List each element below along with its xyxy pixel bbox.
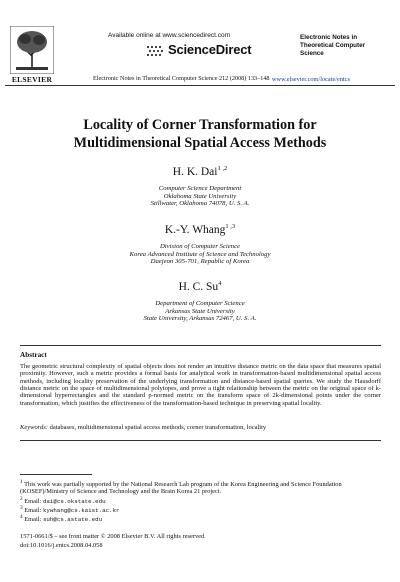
keywords-line <box>20 424 381 431</box>
email-link[interactable]: suh@cs.astate.edu <box>42 516 103 524</box>
author-1-name: H. K. Dai <box>172 165 218 178</box>
affil-line: Korea Advanced Institute of Science and Technology <box>129 250 271 258</box>
footnote-rule <box>20 474 92 475</box>
publisher-name: ELSEVIER <box>11 75 53 84</box>
affil-line: Department of Computer Science <box>155 300 245 307</box>
abstract-text: The geometric structural complexity of spatial objects does not render an intuitive distance metric on the data space that measures spatial proximity. However, such a metric provides a formal basis for analytical work in transformation-based multidimensional spatial access methods, including locality preservation of the underlying transformation and distance-based spatial queries. We study the Hausdorff distance metric on the space of multidimensional polytopes, and prove a tight relationship between the metric on the original space of k-dimensional hyperrectangles and the standard p-normed metric on the transform space of 2k-dimensional points under the corner transformation, which justifies the effectiveness of the transformation-based technique in preserving spatial locality. <box>20 363 381 407</box>
author-3-name: H. C. Su <box>178 280 219 293</box>
journal-url-link[interactable]: www.elsevier.com/locate/entcs <box>272 76 350 83</box>
sciencedirect-logo-text: ScienceDirect <box>168 42 252 57</box>
header-rule <box>5 85 395 86</box>
elsevier-tree-logo <box>10 26 54 74</box>
affil-line: Oklahoma State University <box>163 192 237 200</box>
email-link[interactable]: kywhang@cs.kaist.ac.kr <box>42 507 120 515</box>
author-3-affiliation <box>0 300 400 323</box>
footnote-email-label: Email: <box>24 516 42 524</box>
footnote-mark: 1 <box>20 479 23 485</box>
footnote-mark: 4 <box>20 514 23 520</box>
affil-line: Arkansas State University <box>165 307 235 315</box>
paper-title <box>0 116 400 152</box>
author-2-name: K.-Y. Whang <box>164 223 226 236</box>
available-online-text: Available online at www.sciencedirect.com <box>108 32 230 39</box>
footnote-1 <box>20 479 381 496</box>
keywords-label: Keywords: <box>20 424 48 431</box>
affil-line: Division of Computer Science <box>159 243 241 250</box>
author-1-footnote-marks: 1 ,2 <box>217 165 228 172</box>
affil-line: State University, Arkansas 72467, U. S. A. <box>143 315 257 323</box>
author-1-affiliation <box>0 185 400 208</box>
email-link[interactable]: dai@cs.okstate.edu <box>42 498 106 506</box>
footnote-mark: 3 <box>20 505 23 511</box>
footnote-text: This work was partially supported by the National Research Lab program of the Korea Engineering and Science Foundation (KOSEF)/Ministry of Science and Technology and the Brain Korea 21 project. <box>20 481 342 496</box>
footnote-email-label: Email: <box>24 498 42 506</box>
footnote-2 <box>20 496 381 505</box>
journal-citation: Electronic Notes in Theoretical Computer Science 212 (2008) 133–148 <box>93 75 270 82</box>
affil-line: Computer Science Department <box>158 185 242 192</box>
keywords-text: databases, multidimensional spatial access methods, corner transformation, locality <box>49 424 267 431</box>
author-2 <box>0 223 400 236</box>
abstract-heading: Abstract <box>20 351 47 359</box>
author-1 <box>0 165 400 178</box>
affil-line: Daejeon 305-701, Republic of Korea <box>150 258 250 266</box>
affil-line: Stillwater, Oklahoma 74078, U. S. A. <box>150 200 250 208</box>
footnote-mark: 2 <box>20 496 23 502</box>
footnote-4 <box>20 514 381 523</box>
title-line-1: Locality of Corner Transformation for <box>83 117 317 133</box>
footnote-3 <box>20 505 381 514</box>
abstract-rule <box>20 345 381 346</box>
author-3 <box>0 280 400 293</box>
journal-name: Electronic Notes in Theoretical Computer Science <box>300 34 366 57</box>
title-line-2: Multidimensional Spatial Access Methods <box>73 135 327 151</box>
doi: doi:10.1016/j.entcs.2008.04.058 <box>20 542 103 549</box>
author-2-footnote-marks: 1 ,3 <box>225 223 236 230</box>
issn-copyright: 1571-0661/$ – see front matter © 2008 Elsevier B.V. All rights reserved. <box>20 533 206 540</box>
footnote-email-label: Email: <box>24 507 42 515</box>
author-2-affiliation <box>0 243 400 266</box>
author-3-footnote-marks: 4 <box>218 280 222 287</box>
sciencedirect-dots-icon <box>145 44 165 56</box>
keywords-rule <box>20 440 381 441</box>
